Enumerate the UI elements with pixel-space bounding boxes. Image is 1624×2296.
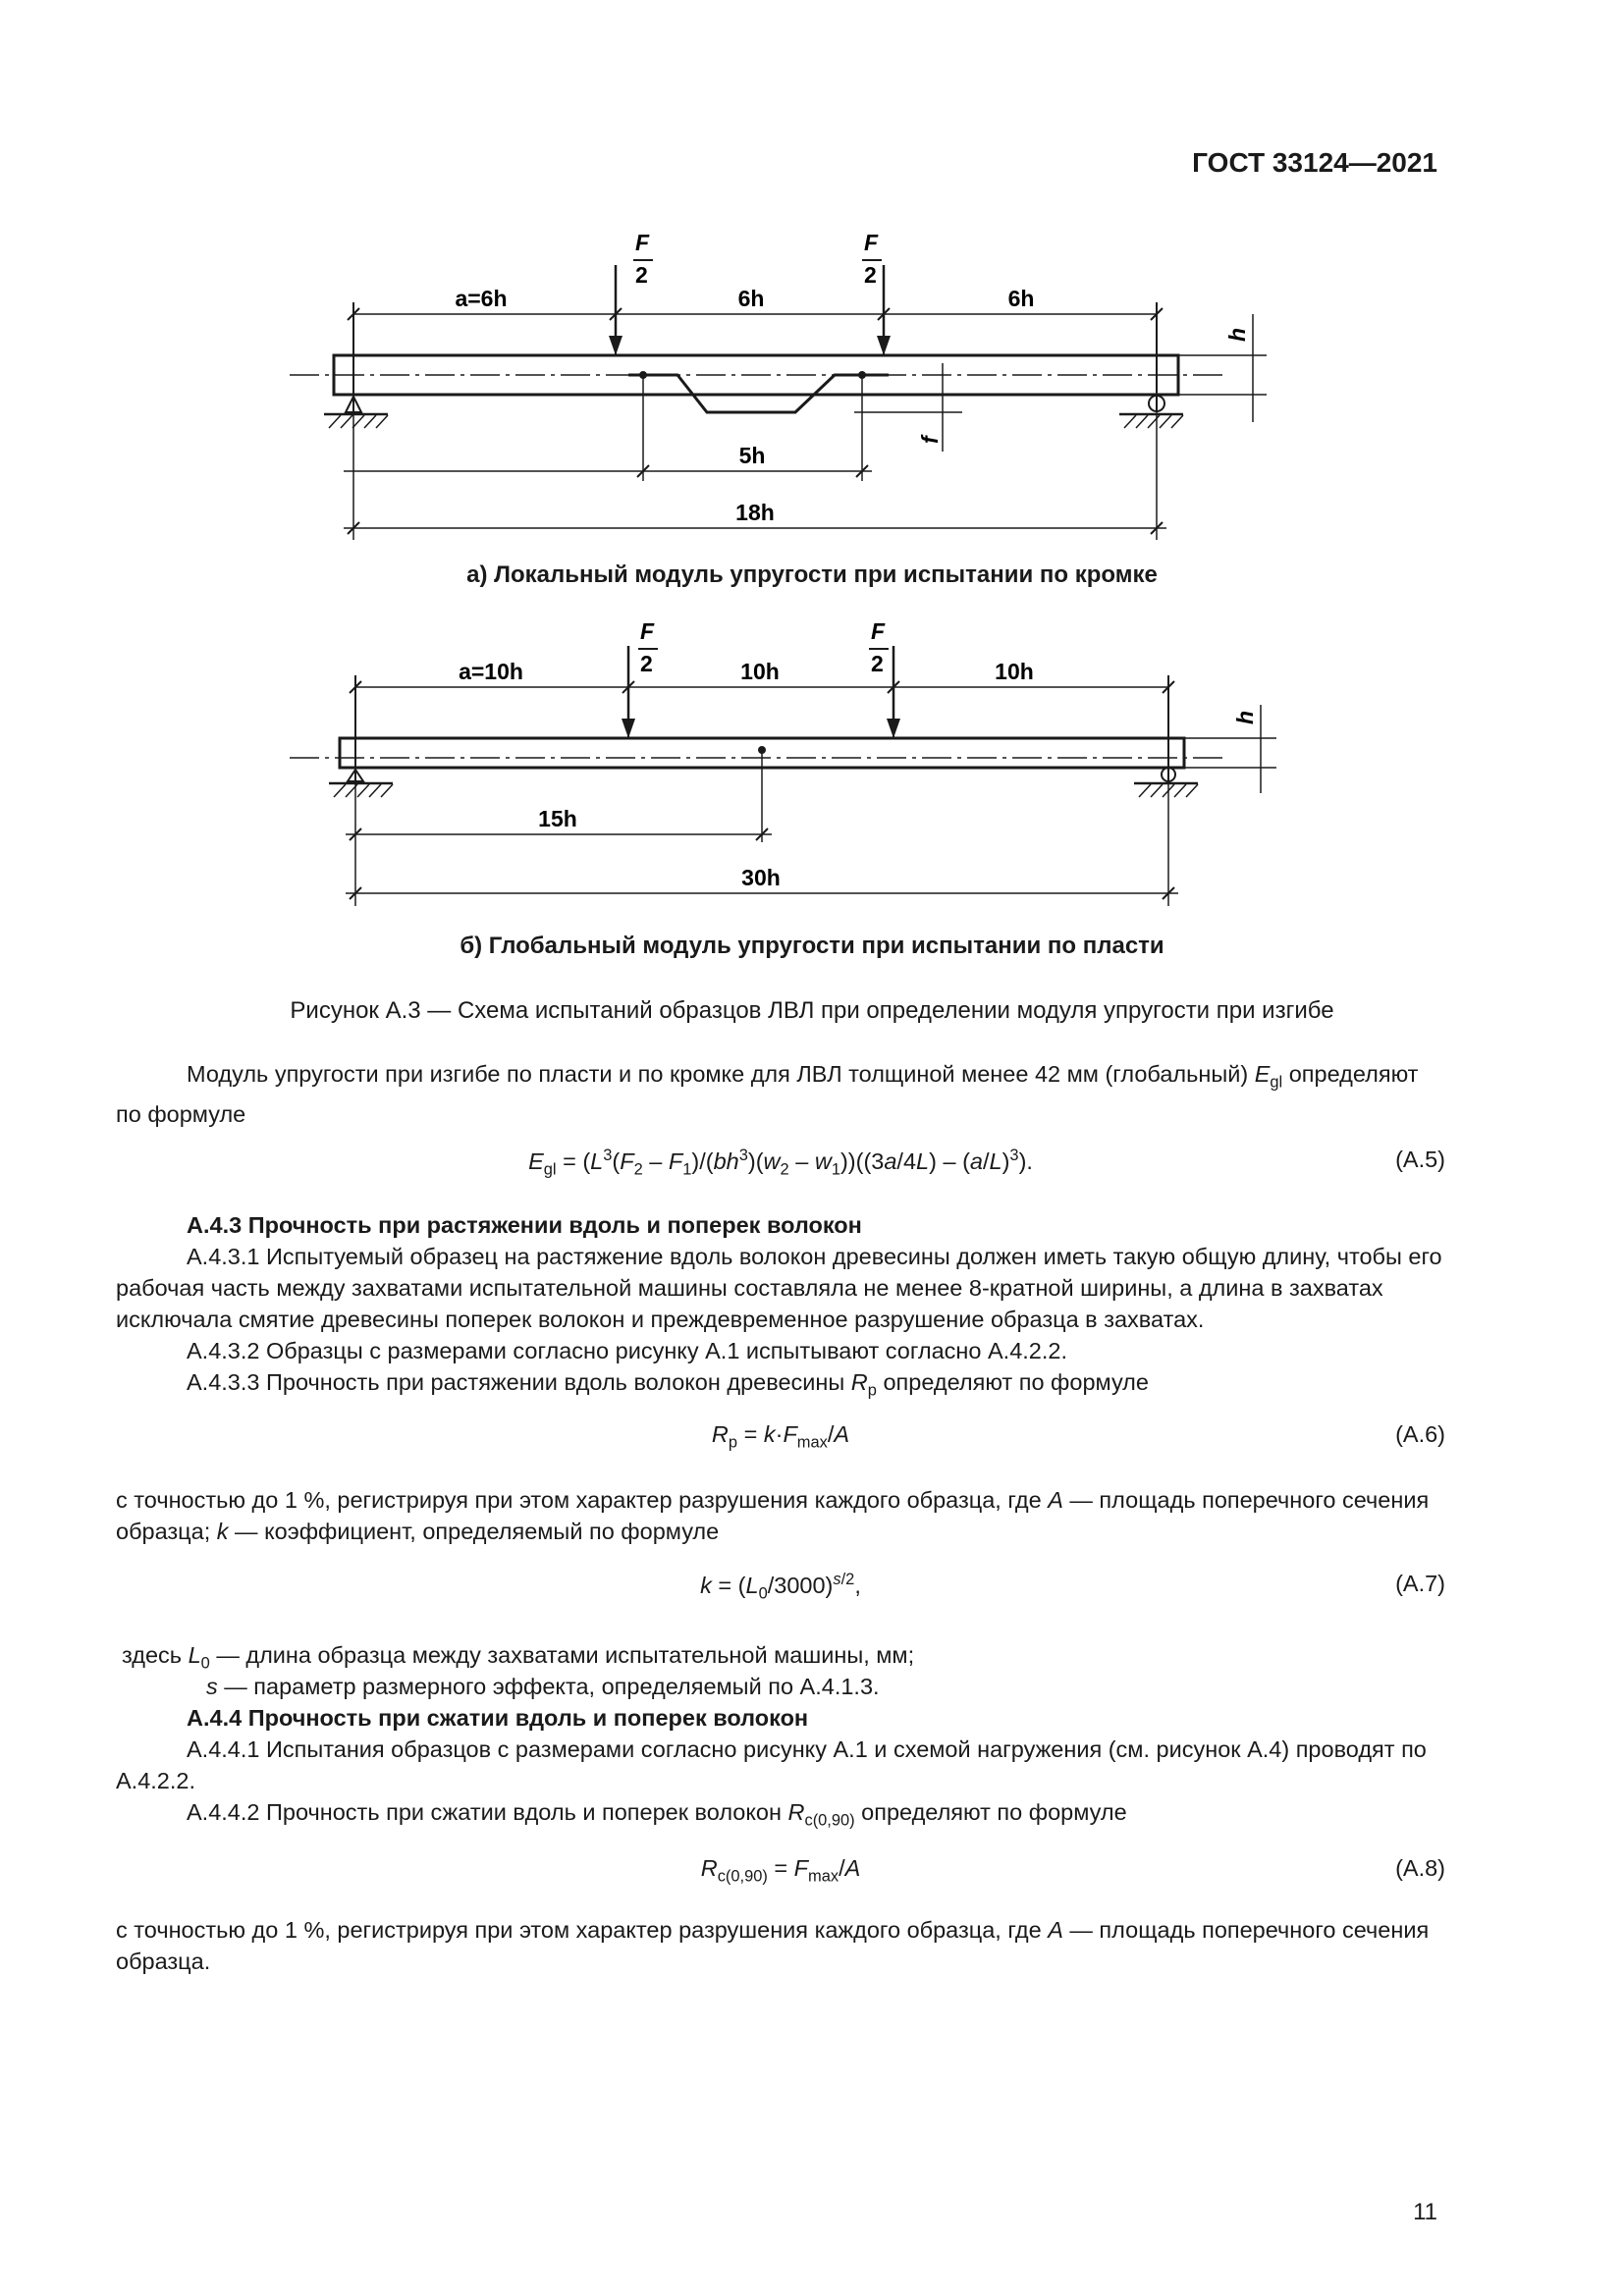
figure-a-local-modulus [0,216,1624,569]
load-left-numerator: F [640,618,655,644]
equation-number: (А.7) [1395,1571,1445,1596]
paragraph-a433: А.4.3.3 Прочность при растяжении вдоль волокон древесины $R_p$ определяют по формуле [187,1369,1149,1400]
dim-5h: 5h [738,443,766,468]
dim-right: 6h [1007,286,1035,311]
load-left-numerator: F [635,230,650,255]
dim-15h: 15h [538,806,577,831]
dim-total: 30h [741,865,781,890]
dim-right: 10h [995,659,1034,684]
dim-f: f [917,436,943,444]
dim-total: 18h [735,500,775,525]
paragraph-a441: А.4.4.1 Испытания образцов с размерами согласно рисунку А.1 и схемой нагружения (см. рисунок А.4) проводят по А.4.2.2. [116,1736,1427,1793]
equation-number: (А.8) [1395,1855,1445,1881]
dim-h: h [1224,327,1250,342]
paragraph-a442: А.4.4.2 Прочность при сжатии вдоль и поперек волокон $R_{c(0,90)}$ определяют по формуле [187,1799,1127,1830]
load-left-denominator: 2 [635,262,648,288]
load-right-denominator: 2 [871,651,884,676]
where-l0: здесь $L_0$ — длина образца между захватами испытательной машины, мм; [122,1642,915,1673]
figure-b-global-modulus [0,607,1624,931]
dim-h: h [1232,710,1258,724]
document-code: ГОСТ 33124—2021 [1192,147,1437,178]
load-left-denominator: 2 [640,651,653,676]
figure-a-caption: а) Локальный модуль упругости при испытании по кромке [466,561,1158,588]
page-number: 11 [1413,2199,1437,2225]
equation-a8: $R_{c(0,90)} = F_{max}/A$ (А.8) [700,1855,1445,1886]
section-heading-a43: А.4.3 Прочность при растяжении вдоль и поперек волокон [187,1212,862,1238]
paragraph-after-a8: с точностью до 1 %, регистрируя при этом характер разрушения каждого образца, где A — площадь поперечного сечения образца. [116,1917,1430,1974]
dim-mid: 10h [740,659,780,684]
load-right-denominator: 2 [864,262,877,288]
load-right-numerator: F [864,230,879,255]
figure-b-caption: б) Глобальный модуль упругости при испытании по пласти [460,933,1164,959]
equation-number: (А.5) [1395,1147,1445,1172]
dim-a: a=6h [455,286,508,311]
where-s: s — параметр размерного эффекта, определяемый по А.4.1.3. [206,1674,880,1699]
dim-a: a=10h [459,659,523,684]
figure-title: Рисунок А.3 — Схема испытаний образцов ЛВЛ при определении модуля упругости при изгибе [290,997,1334,1024]
dim-mid: 6h [737,286,765,311]
equation-a5: $E_{gl} = (L^3(F_2 - F_1)/(bh^3)(w_2 - w_1))((3a/4L) - (a/L)^3)$. (А.5) [528,1147,1445,1179]
load-right-numerator: F [871,618,886,644]
equation-a6: $R_p = k\cdot F_{max}/A$ (А.6) [711,1421,1445,1452]
paragraph-a431: А.4.3.1 Испытуемый образец на растяжение вдоль волокон древесины должен иметь такую общую длину, чтобы его рабочая часть между захватами испытательной машины составляла не менее 8-кратной ширины, а длина в захватах исключала смятие древесины поперек волокон и преждевременное разрушение образца в захватах. [116,1244,1442,1332]
equation-number: (А.6) [1395,1421,1445,1447]
equation-a7: $k = (L_0/3000)^{s/2}$, (А.7) [700,1571,1445,1603]
paragraph-after-a6: с точностью до 1 %, регистрируя при этом характер разрушения каждого образца, где A — площадь поперечного сечения образца; k — коэффициент, определяемый по формуле [116,1487,1430,1544]
paragraph-modulus: Модуль упругости при изгибе по пласти и по кромке для ЛВЛ толщиной менее 42 мм (глобальный) $E_{gl}$ определяют по формуле [116,1061,1419,1127]
paragraph-a432: А.4.3.2 Образцы с размерами согласно рисунку А.1 испытывают согласно А.4.2.2. [187,1338,1068,1363]
section-heading-a44: А.4.4 Прочность при сжатии вдоль и поперек волокон [187,1705,809,1731]
